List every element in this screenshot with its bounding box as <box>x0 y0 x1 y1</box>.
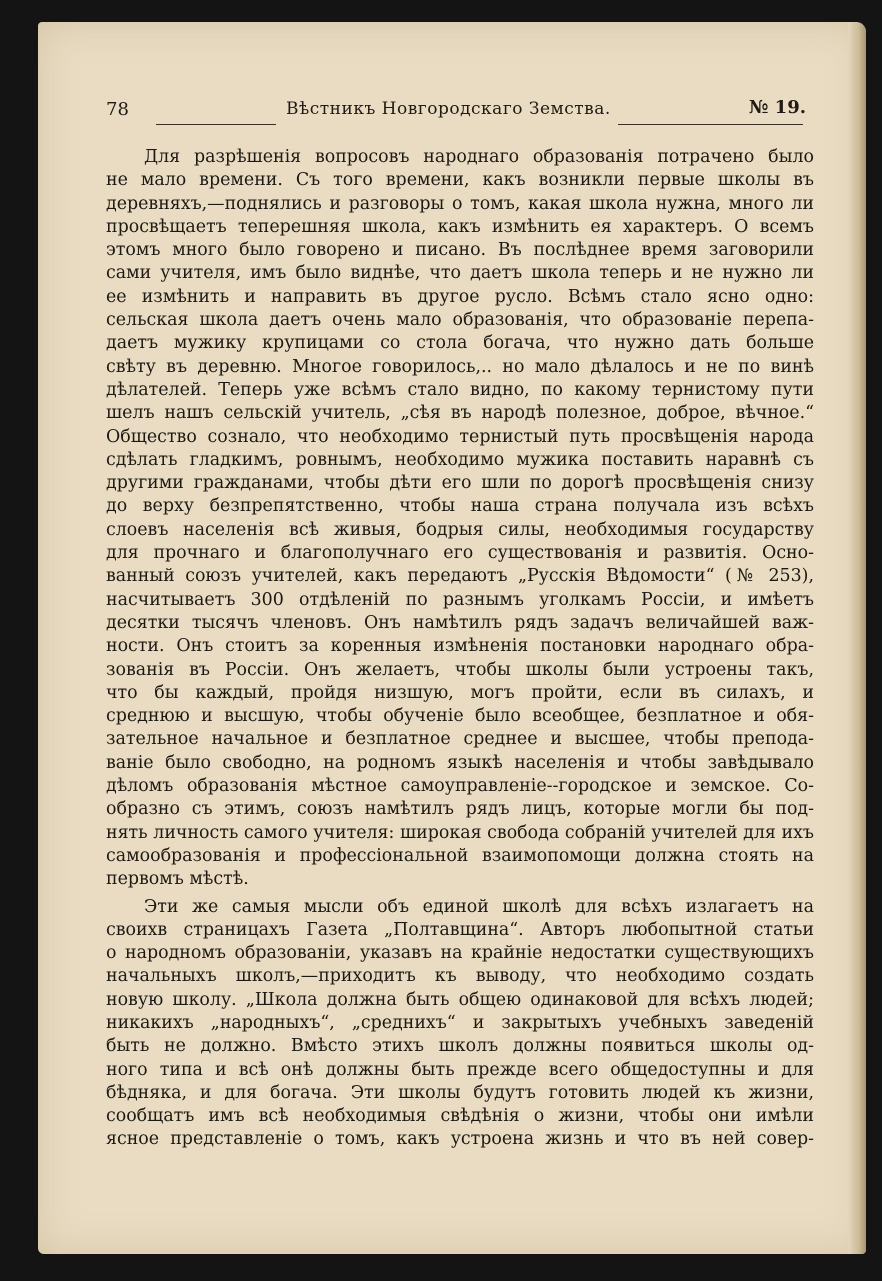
page-edge <box>848 22 866 1254</box>
text-line: до верху безпрепятственно, чтобы наша страна получала изъ всѣхъ <box>106 496 814 517</box>
text-line: зованія въ Россіи. Онъ желаетъ, чтобы школы были устроены такъ, <box>106 659 814 680</box>
text-line: свѣту въ деревню. Многое говорилось,.. но мало дѣлалось и не по винѣ <box>106 356 814 377</box>
text-line: деревняхъ,—поднялись и разговоры о томъ, какая школа нужна, много ли <box>106 193 814 214</box>
text-line: ясное представленіе о томъ, какъ устроена жизнь и что въ ней совер- <box>106 1129 814 1150</box>
page-number: 78 <box>106 99 129 120</box>
paragraph <box>106 146 814 892</box>
text-line: новую школу. „Школа должна быть общею одинаковой для всѣхъ людей; <box>106 989 814 1010</box>
text-line: первомъ мѣстѣ. <box>106 869 249 890</box>
text-line: о народномъ образованіи, указавъ на крайніе недостатки существующихъ <box>106 943 814 964</box>
text-line: ванный союзъ учителей, какъ передаютъ „Русскія Вѣдомости“ (№ 253), <box>106 566 814 587</box>
text-line: нять личность самого учителя: широкая свобода собраній учителей для ихъ <box>106 822 814 843</box>
paragraph <box>106 896 814 1152</box>
text-line: сообщатъ имъ всѣ необходимыя свѣдѣнія о жизни, чтобы они имѣли <box>106 1106 814 1127</box>
text-line: Для разрѣшенія вопросовъ народнаго образованія потрачено было <box>144 147 814 167</box>
text-line: сдѣлать гладкимъ, ровнымъ, необходимо мужика поставить наравнѣ съ <box>106 449 814 470</box>
text-line: среднюю и высшую, чтобы обученіе было всеобщее, безплатное и обя- <box>106 706 814 727</box>
text-line: ности. Онъ стоитъ за коренныя измѣненія постановки народнаго обра- <box>106 636 814 657</box>
text-line: быть не должно. Вмѣсто этихъ школъ должны появиться школы од- <box>106 1036 814 1057</box>
text-line: бѣдняка, и для богача. Эти школы будутъ готовить людей къ жизни, <box>106 1082 814 1103</box>
text-line: образно съ этимъ, союзъ намѣтилъ рядъ лицъ, которые могли бы под- <box>106 799 814 820</box>
text-line: Общество сознало, что необходимо тернистый путь просвѣщенія народа <box>106 426 814 447</box>
text-line: Эти же самыя мысли объ единой школѣ для всѣхъ излагаетъ на <box>144 896 814 917</box>
text-line: насчитываетъ 300 отдѣленій по разнымъ уголкамъ Россіи, и имѣетъ <box>106 589 814 610</box>
text-line: самообразованія и профессіональной взаимопомощи должна стоять на <box>106 845 814 866</box>
issue-number: № 19. <box>748 97 806 118</box>
text-line: начальныхъ школъ,—приходитъ къ выводу, что необходимо создать <box>106 966 814 987</box>
header-rule-right <box>618 124 803 125</box>
text-line: зательное начальное и безплатное среднее и высшее, чтобы препода- <box>106 729 814 750</box>
header-rule-left <box>156 124 276 125</box>
text-line: ее измѣнить и направить въ другое русло. Всѣмъ стало ясно одно: <box>106 286 814 307</box>
text-line: ваніе было свободно, на родномъ языкѣ населенія и чтобы завѣдывало <box>106 752 814 773</box>
text-line: что бы каждый, пройдя низшую, могъ пройти, если въ силахъ, и <box>106 682 814 703</box>
document-page <box>38 22 866 1254</box>
journal-title: Вѣстникъ Новгородскаго Земства. <box>286 99 611 119</box>
text-line: просвѣщаетъ теперешняя школа, какъ измѣнить ея характеръ. О всемъ <box>106 216 814 237</box>
text-line: для прочнаго и благополучнаго его существованія и развитія. Осно- <box>106 543 814 564</box>
text-line: слоевъ населенія всѣ живыя, бодрыя силы, необходимыя государству <box>106 519 814 540</box>
text-line: своихв страницахъ Газета „Полтавщина“. Авторъ любопытной статьи <box>106 919 814 940</box>
text-line: сельская школа даетъ очень мало образованія, что образованіе перепа- <box>106 310 814 331</box>
text-line: шелъ нашъ сельскій учитель, „сѣя въ народѣ полезное, доброе, вѣчное.“ <box>106 403 814 424</box>
text-line: сами учителя, имъ было виднѣе, что даетъ школа теперь и не нужно ли <box>106 263 814 284</box>
text-line: дѣломъ образованія мѣстное самоуправленіе--городское и земское. Со- <box>106 776 814 797</box>
text-line: десятки тысячъ членовъ. Онъ намѣтилъ рядъ задачъ величайшей важ- <box>106 612 814 633</box>
article-body <box>106 146 814 1152</box>
page-header <box>106 97 806 127</box>
text-line: ного типа и всѣ онѣ должны быть прежде всего общедоступны и для <box>106 1059 814 1080</box>
text-line: никакихъ „народныхъ“, „среднихъ“ и закрытыхъ учебныхъ заведеній <box>106 1012 814 1033</box>
text-line: не мало времени. Съ того времени, какъ возникли первые школы въ <box>106 170 814 191</box>
text-line: даетъ мужику крупицами со стола богача, что нужно дать больше <box>106 333 814 354</box>
text-line: этомъ много было говорено и писано. Въ послѣднее время заговорили <box>106 240 814 261</box>
text-line: другими гражданами, чтобы дѣти его шли по дорогѣ просвѣщенія снизу <box>106 473 814 494</box>
text-line: дѣлателей. Теперь уже всѣмъ стало видно, по какому тернистому пути <box>106 379 814 400</box>
